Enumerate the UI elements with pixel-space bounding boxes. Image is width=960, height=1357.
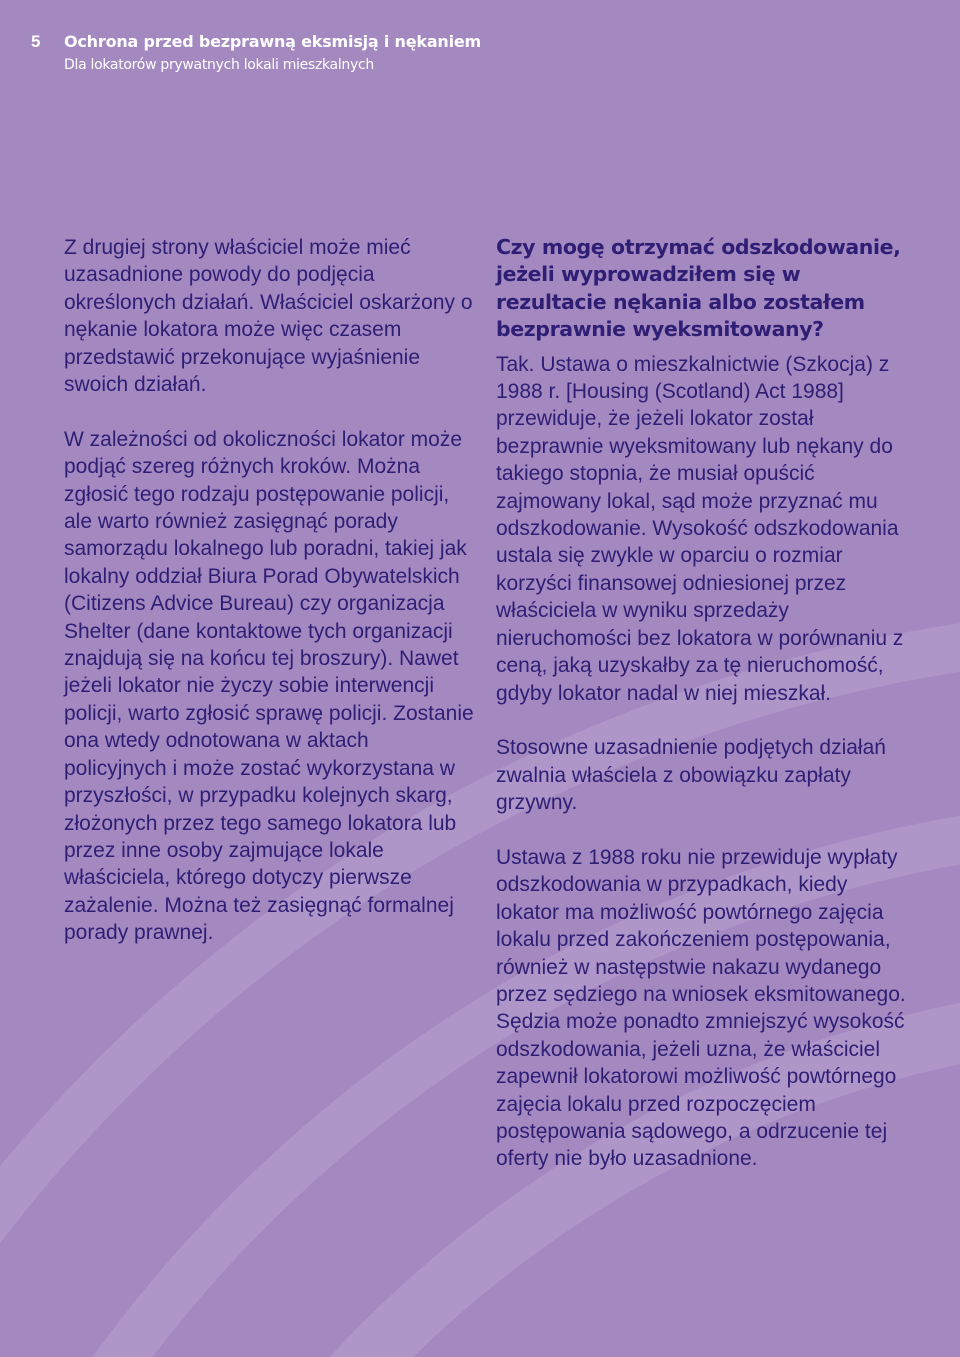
document-title: Ochrona przed bezprawną eksmisją i nękaniem [64, 32, 482, 51]
right-column [496, 234, 916, 1173]
left-column [64, 234, 474, 947]
right-paragraph-2: Stosowne uzasadnienie podjętych działań zwalnia właściela z obowiązku zapłaty grzywny. [496, 736, 886, 815]
right-paragraph-1: Tak. Ustawa o mieszkalnictwie (Szkocja) z 1988 r. [Housing (Scotland) Act 1988] przewiduje, że jeżeli lokator został bezprawnie wyeksmitowany lub nękany do takiego stopnia, że musiał opuścić zajmowany lokal, sąd może przyznać mu odszkodowanie. Wysokość odszkodowania ustala się zwykle w oparciu o rozmiar korzyści finansowej odniesionej przez właściciela w wyniku sprzedaży nieruchomości bez lokatora w porównaniu z ceną, jaką uzyskałby za tę nieruchomość, gdyby lokator nadal w niej mieszkał. [496, 352, 904, 705]
section-question-heading: Czy mogę otrzymać odszkodowanie, jeżeli wyprowadziłem się w rezultacie nękania albo zostałem bezprawnie wyeksmitowany? [496, 235, 901, 342]
right-paragraph-3: Ustawa z 1988 roku nie przewiduje wypłaty odszkodowania w przypadkach, kiedy lokator ma możliwość powtórnego zajęcia lokalu przed zakończeniem postępowania, również w następstwie nakazu wydanego przez sędziego na wniosek eksmitowanego. Sędzia może ponadto zmniejszyć wysokość odszkodowania, jeżeli uzna, że właściciel zapewnił lokatorowi możliwość powtórnego zajęcia lokalu przed rozpoczęciem postępowania sądowego, a odrzucenie tej oferty nie było uzasadnione. [496, 845, 906, 1171]
document-subtitle: Dla lokatorów prywatnych lokali mieszkalnych [64, 57, 374, 73]
left-paragraph-2: W zależności od okoliczności lokator może podjąć szereg różnych kroków. Można zgłosić tego rodzaju postępowanie policji, ale warto również zasięgnąć porady samorządu lokalnego lub poradni, takiej jak lokalny oddział Biura Porad Obywatelskich (Citizens Advice Bureau) czy organizacja Shelter (dane kontaktowe tych organizacji znajdują się na końcu tej broszury). Nawet jeżeli lokator nie życzy sobie interwencji policji, warto zgłosić sprawę policji. Zostanie ona wtedy odnotowana w aktach policyjnych i może zostać wykorzystana w przyszłości, w przypadku kolejnych skarg, złożonych przez tego samego lokatora lub przez inne osoby zajmujące lokale właściciela, którego dotyczy pierwsze zażalenie. Można też zasięgnąć formalnej porady prawnej. [64, 427, 474, 945]
left-paragraph-1: Z drugiej strony właściciel może mieć uzasadnione powody do podjęcia określonych działań. Właściciel oskarżony o nękanie lokatora może więc czasem przedstawić przekonujące wyjaśnienie swoich działań. [64, 236, 473, 397]
page-number: 5 [31, 32, 41, 51]
